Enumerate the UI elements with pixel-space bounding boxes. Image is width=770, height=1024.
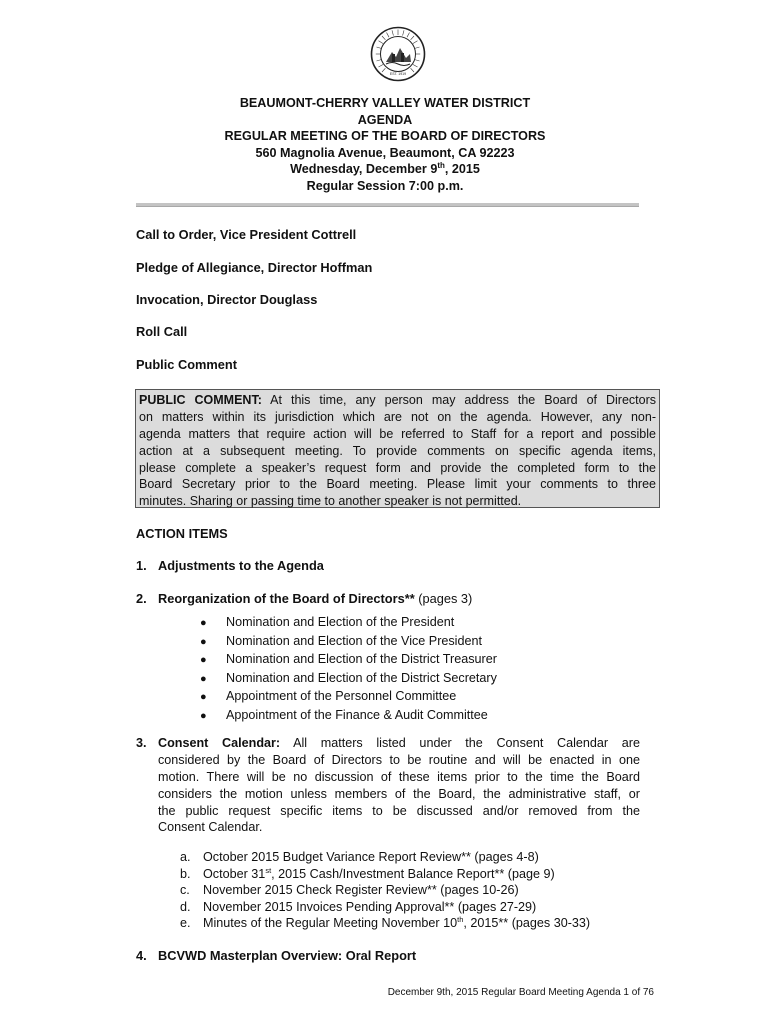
invocation: Invocation, Director Douglass: [136, 292, 318, 307]
agenda-item-1: 1. Adjustments to the Agenda: [136, 558, 324, 573]
district-name: BEAUMONT-CHERRY VALLEY WATER DISTRICT: [239, 96, 531, 110]
bullet-icon: ●: [200, 709, 207, 722]
list-item: d. November 2015 Invoices Pending Approval** (pages 27-29): [180, 899, 537, 914]
list-item: ● Nomination and Election of the President: [200, 614, 497, 633]
public-comment-heading: Public Comment: [136, 357, 237, 372]
list-item: a. October 2015 Budget Variance Report Review** (pages 4-8): [180, 850, 539, 864]
agenda-page: EST. 1919 BEAUMONT-CHERRY VALLEY WATER DISTRICT AGENDA REGULAR MEETING OF THE BOARD OF DIRECTORS 560 Magnolia Avenue, Beaumont, CA 92223 Wednesday, December 9th, 2015 Regular Session 7:00 p.m. Call to Order, Vice President Cottrell Pledge of Allegiance, Director Hoffman Invocation, Director Douglass Roll Call Public Comment PUBLIC COMMENT: At this time, any person may address the Board of Directors on matters within its jurisdiction which are not on the agenda. However, any non- agenda matters that require action will be referred to Staff for a report and possible action at a subsequent meeting. To provide comments on specific agenda items, please complete a speaker’s request form and provide the completed form to the Board Secretary prior to the Board meeting. Please limit your comments to three minutes. Sharing or passing time to another speaker is not permitted. ACTION ITEMS 1. Adjustments to the Agenda 2. Reorganization of the Board of Directors** (pages 3) ● Nomination and Election of the President ● Nomination and Election of the Vice President ● Nomination and Election of the District Treasurer ● Nomination and Election of the District Secretary ● Appointment of the Personnel Committee ● Appointment of the Finance & Audit Committee 3. Consent Calendar: All matters listed under the Consent Calendar are considered by the Board of Directors to be routine and will be enacted in one motion. There will be no discussion of these items prior to the time the Board considers the motion unless members of the Board, the administrative staff, or the public request specific items to be discussed and/or removed from the Consent Calendar. a. October 2015 Budget Variance Report Review** (pages 4-8) b. October 31st, 2015 Cash/Investment Balance Report** (page 9) c. November 2015 Check Register Review** (pages 10-26) d. November 2015 Invoices Pending Approval** (pages 27-29) e. Minutes of the Regular Meeting November 10th, 2015** (pages 30-33) 4. BCVWD Masterplan Overview: Oral Report December 9th, 2015 Regular Board Meeting Agenda 1 of 76: [0, 0, 770, 1024]
session-time: Regular Session 7:00 p.m.: [306, 178, 464, 193]
notice-line: Board Secretary prior to the Board meeting. Please limit your comments to three: [139, 477, 656, 492]
list-item: b. October 31st, 2015 Cash/Investment Balance Report** (page 9): [180, 865, 555, 881]
call-to-order: Call to Order, Vice President Cottrell: [136, 227, 357, 242]
consent-calendar-text: Consent Calendar: All matters listed under the Consent Calendar are considered by the Board of Directors to be routine and will be enacted in one motion. There will be no discussion of these items prior to the time the Board considers the motion unless members of the Board, the administrative staff, or the public request specific items to be discussed and/or removed from the Consent Calendar.: [158, 736, 640, 835]
document-type: AGENDA: [357, 112, 413, 127]
list-item: ● Appointment of the Personnel Committee: [200, 688, 497, 707]
bullet-icon: ●: [200, 691, 207, 703]
consent-calendar-label: Consent Calendar:: [158, 736, 281, 750]
meeting-address: 560 Magnolia Avenue, Beaumont, CA 92223: [255, 145, 515, 160]
district-seal-logo: [370, 26, 426, 82]
page-footer: December 9th, 2015 Regular Board Meeting Agenda 1 of 76: [387, 987, 654, 998]
reorganization-list: [200, 614, 497, 725]
agenda-item-2: 2. Reorganization of the Board of Directors** (pages 3): [136, 591, 473, 606]
bullet-icon: ●: [200, 672, 207, 685]
agenda-header: [0, 95, 770, 194]
header-divider: [136, 203, 639, 207]
notice-line: agenda matters that require action will be referred to Staff for a report and possible: [139, 426, 656, 441]
notice-line: minutes. Sharing or passing time to another speaker is not permitted.: [139, 494, 522, 509]
list-item: e. Minutes of the Regular Meeting November 10th, 2015** (pages 30-33): [180, 915, 591, 931]
public-comment-notice: PUBLIC COMMENT: At this time, any person may address the Board of Directors on matters within its jurisdiction which are not on the agenda. However, any non- agenda matters that require action will be referred to Staff for a report and possible action at a subsequent meeting. To provide comments on specific agenda items, please complete a speaker’s request form and provide the completed form to the Board Secretary prior to the Board meeting. Please limit your comments to three minutes. Sharing or passing time to another speaker is not permitted.: [135, 389, 660, 508]
list-item: ● Appointment of the Finance & Audit Committee: [200, 707, 497, 726]
meeting-date: Wednesday, December 9th, 2015: [290, 160, 480, 176]
agenda-item-4: 4. BCVWD Masterplan Overview: Oral Report: [136, 948, 417, 963]
bullet-icon: ●: [200, 617, 207, 629]
consent-calendar-list: [180, 849, 590, 932]
bullet-icon: ●: [200, 635, 207, 648]
list-item: c. November 2015 Check Register Review** (pages 10-26): [180, 883, 519, 898]
notice-line: on matters within its jurisdiction which are not on the agenda. However, any non-: [139, 409, 656, 424]
action-items-heading: ACTION ITEMS: [136, 526, 228, 541]
list-item: ● Nomination and Election of the District Treasurer: [200, 651, 497, 670]
notice-line: action at a subsequent meeting. To provide comments on specific agenda items,: [139, 443, 656, 458]
list-item: ● Nomination and Election of the District Secretary: [200, 670, 497, 689]
pledge-of-allegiance: Pledge of Allegiance, Director Hoffman: [136, 260, 373, 275]
bullet-icon: ●: [200, 654, 207, 666]
meeting-title: REGULAR MEETING OF THE BOARD OF DIRECTORS: [224, 129, 546, 143]
notice-line: please complete a speaker’s request form and provide the completed form to the: [139, 460, 656, 475]
roll-call: Roll Call: [136, 324, 188, 339]
public-comment-label: PUBLIC COMMENT:: [139, 393, 262, 407]
list-item: ● Nomination and Election of the Vice President: [200, 633, 497, 652]
svg-text:EST. 1919: EST. 1919: [389, 72, 407, 76]
